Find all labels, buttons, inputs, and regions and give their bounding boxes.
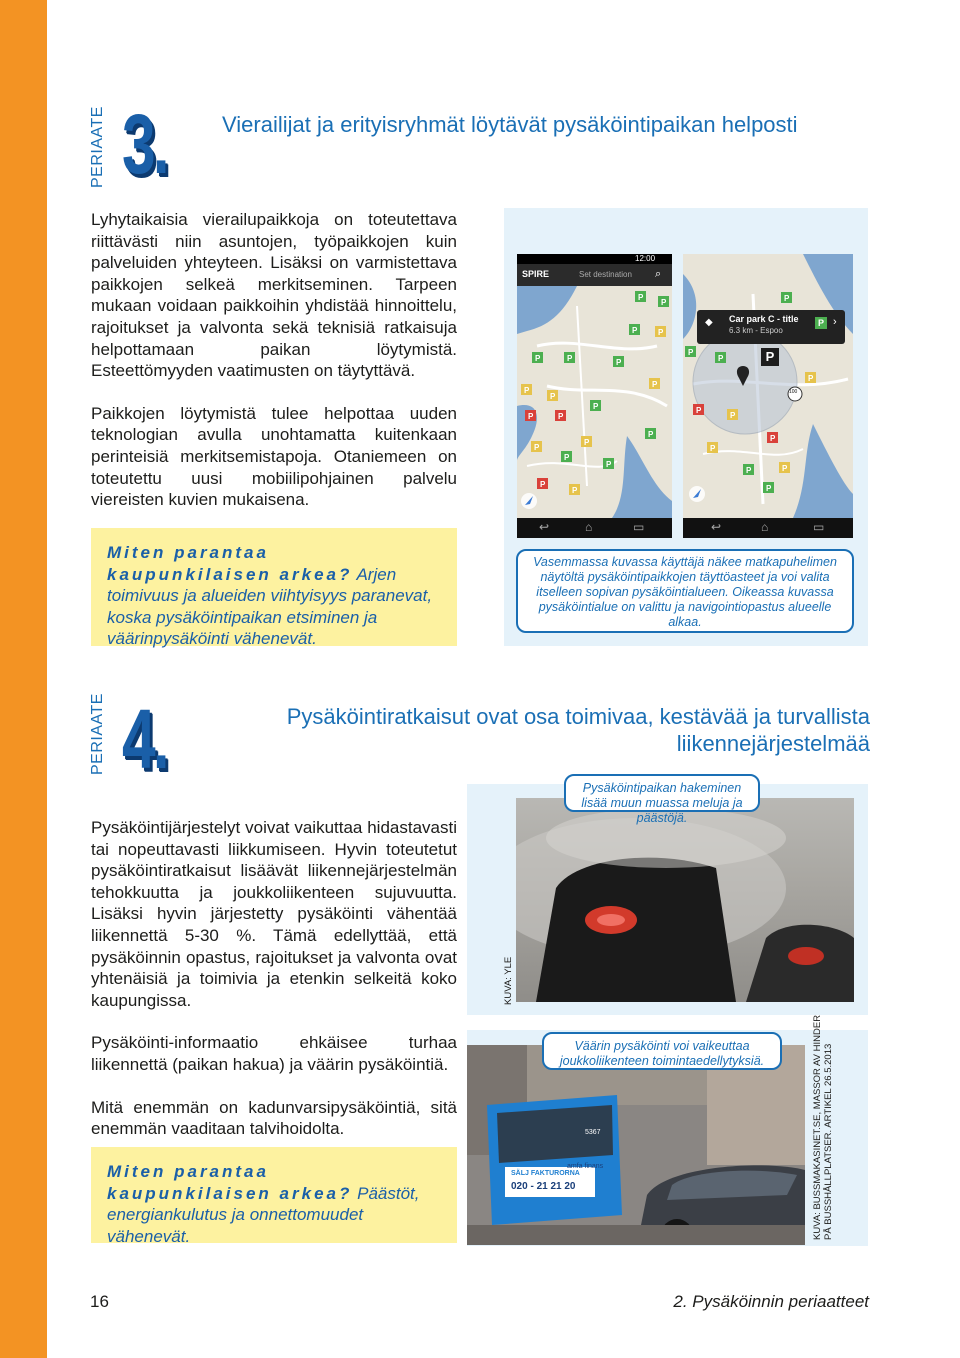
section3-box-text: Arjen toimivuus ja alueiden viihtyisyys paranevat, koska pysäköintipaikan etsiminen ja väärinpysäköinti vähenevät. bbox=[107, 564, 433, 648]
home-nav-icon: ⌂ bbox=[585, 520, 593, 534]
svg-text:P: P bbox=[528, 412, 534, 421]
chevron-right-icon: › bbox=[833, 316, 837, 328]
phone-search-placeholder: Set destination bbox=[579, 270, 632, 279]
bus-ad-text: SÄLJ FAKTURORNA bbox=[511, 1170, 580, 1177]
svg-text:P: P bbox=[632, 326, 638, 335]
svg-text:P: P bbox=[540, 480, 546, 489]
bus-number: 5367 bbox=[585, 1129, 601, 1136]
svg-text:P: P bbox=[730, 411, 736, 420]
bus-ad-brand: amfa finans bbox=[567, 1163, 604, 1170]
svg-text:P: P bbox=[567, 354, 573, 363]
svg-text:P: P bbox=[770, 434, 776, 443]
parking-map-right bbox=[683, 254, 853, 518]
phone-screenshot-left bbox=[517, 254, 672, 538]
svg-text:P: P bbox=[638, 293, 644, 302]
svg-text:P: P bbox=[808, 374, 814, 383]
svg-text:P: P bbox=[696, 406, 702, 415]
search-icon: ⌕ bbox=[655, 268, 662, 280]
section3-body bbox=[91, 209, 457, 532]
svg-text:P: P bbox=[606, 460, 612, 469]
bus-ad-phone: 020 - 21 21 20 bbox=[511, 1181, 576, 1192]
section4-box-lead: Miten parantaa kaupunkilaisen arkea? bbox=[107, 1162, 353, 1203]
bus-stop-photo bbox=[467, 1045, 805, 1245]
svg-text:P: P bbox=[784, 294, 790, 303]
section4-heading: Pysäköintiratkaisut ovat osa toimivaa, kestävää ja turvallista liikennejärjestelmää bbox=[286, 704, 870, 756]
section3-heading: Vierailijat ja erityisryhmät löytävät pysäköintipaikan helposti bbox=[222, 112, 798, 137]
distance-badge: 100 bbox=[789, 389, 798, 395]
svg-text:P: P bbox=[593, 402, 599, 411]
section3-paragraph-1: Lyhytaikaisia vierailupaikkoja on toteutettava riittävästi niin asuntojen, työpaikkojen kuin palveluiden yhteyteen. Lisäksi on varmistettava paikkojen selkeä merkitseminen. Tarpeen mukaan voidaan paikkoihin yhdistää hinnoittelu, rajoitukset ja valvonta sekä teknisiä ratkaisuja helpottamaan paikan löytymistä. Esteettömyyden vaatimusten on täytyttävä. bbox=[91, 210, 457, 381]
svg-text:P: P bbox=[766, 484, 772, 493]
section4-paragraph-1: Pysäköintijärjestelyt voivat vaikuttaa hidastavasti tai nopeuttavasti liikkumiseen. Hyvin toteutetut pysäköintiratkaisut lisäävät liikennejärjestelmän tehokkuutta ja joukkoliikenteen sujuvuutta. Lisäksi hyvin järjestetty pysäköinti vähentää liikennettä 5-30 %. Tämä edellyttää, että pysäköinnin opastus, rajoitukset ja valvonta ovat yhtenäisiä ja toimivia ja etenkin selkeitä koko kaupungissa. bbox=[91, 818, 457, 1010]
section4-photo1-credit: KUVA: YLE bbox=[503, 956, 514, 1005]
section4-photo2-credit-line1: KUVA: BUSSMAKASINET.SE, MASSOR AV HINDER bbox=[812, 1014, 823, 1240]
section4-body bbox=[91, 817, 457, 1161]
parking-icon: P bbox=[815, 317, 827, 329]
section3-box-lead: Miten parantaa kaupunkilaisen arkea? bbox=[107, 543, 353, 584]
back-nav-icon: ↩ bbox=[539, 520, 550, 534]
svg-text:P: P bbox=[718, 354, 724, 363]
section4-box-text: Päästöt, energiankulutus ja onnettomuudet vähenevät. bbox=[107, 1183, 420, 1246]
phone-brand: SPIRE bbox=[522, 269, 550, 279]
svg-text:P: P bbox=[661, 298, 667, 307]
section3-periaate-label: PERIAATE bbox=[89, 106, 106, 188]
svg-text:P: P bbox=[658, 328, 664, 337]
section4-highlight-box bbox=[91, 1147, 457, 1246]
svg-text:P: P bbox=[616, 358, 622, 367]
section4-photo2-caption: Väärin pysäköinti voi vaikeuttaa joukkoliikenteen toimintaedellytyksiä. bbox=[542, 1032, 782, 1070]
section3-paragraph-2: Paikkojen löytymistä tulee helpottaa uuden teknologian avulla unohtamatta kuitenkaan perinteisiä merkitsemistapoja. Otaniemeen on toteutettu uusi mobiilipohjainen palvelu viereisten kuvien mukaisena. bbox=[91, 403, 457, 510]
chapter-title: 2. Pysäköinnin periaatteet bbox=[673, 1292, 869, 1311]
section3-number: 3. bbox=[122, 97, 167, 191]
navigate-icon: ◆ bbox=[705, 317, 713, 328]
svg-text:P: P bbox=[648, 430, 654, 439]
section4-photo2-credit-line2: PÅ BUSSHÅLLPLATSER. ARTIKEL 26.5.2013 bbox=[823, 1043, 834, 1240]
section3-highlight-box bbox=[91, 528, 457, 646]
home-nav-icon-right: ⌂ bbox=[761, 520, 769, 534]
car-park-title: Car park C - title bbox=[729, 314, 799, 324]
svg-text:P: P bbox=[524, 386, 530, 395]
svg-text:P: P bbox=[710, 444, 716, 453]
selected-marker: P bbox=[761, 348, 779, 366]
section4-paragraph-3: Mitä enemmän on kadunvarsipysäköintiä, sitä enemmän vaaditaan talvihoidolta. bbox=[91, 1097, 457, 1139]
car-park-subtitle: 6.3 km - Espoo bbox=[729, 326, 783, 335]
section3-image-caption: Vasemmassa kuvassa käyttäjä näkee matkapuhelimen näytöltä pysäköintipaikkojen täyttöasteet ja voi valita itselleen sopivan pysäköintialueen. Oikeassa kuvassa pysäköintialue on valittu ja navigointiopastus alueelle alkaa. bbox=[516, 549, 854, 633]
car-exhaust-photo bbox=[516, 798, 854, 1002]
svg-text:P: P bbox=[652, 380, 658, 389]
orange-side-stripe bbox=[0, 0, 47, 1358]
phone-screenshot-right bbox=[683, 254, 853, 538]
bus-illustration bbox=[467, 1045, 805, 1245]
svg-text:P: P bbox=[584, 438, 590, 447]
svg-text:P: P bbox=[782, 464, 788, 473]
phone-time: 12:00 bbox=[635, 254, 656, 263]
section4-number: 4. bbox=[122, 692, 167, 786]
recent-apps-icon: ▭ bbox=[633, 520, 645, 534]
svg-text:P: P bbox=[572, 486, 578, 495]
page-number: 16 bbox=[90, 1292, 109, 1311]
section4-paragraph-2: Pysäköinti-informaatio ehkäisee turhaa liikennettä (paikan hakua) ja väärin pysäköintiä. bbox=[91, 1033, 457, 1074]
recent-apps-icon-right: ▭ bbox=[813, 520, 825, 534]
parking-map-left bbox=[517, 286, 672, 518]
section4-photo1-caption: Pysäköintipaikan hakeminen lisää muun muassa meluja ja päästöjä. bbox=[564, 774, 760, 812]
svg-text:P: P bbox=[746, 466, 752, 475]
section4-periaate-label: PERIAATE bbox=[89, 693, 106, 775]
svg-text:P: P bbox=[535, 354, 541, 363]
svg-text:P: P bbox=[550, 392, 556, 401]
svg-text:P: P bbox=[534, 443, 540, 452]
back-nav-icon-right: ↩ bbox=[711, 520, 722, 534]
svg-text:P: P bbox=[564, 453, 570, 462]
car-exhaust-illustration bbox=[516, 798, 854, 1002]
section4-photo2-credit bbox=[812, 1015, 834, 1240]
svg-text:P: P bbox=[688, 348, 694, 357]
svg-text:P: P bbox=[558, 412, 564, 421]
